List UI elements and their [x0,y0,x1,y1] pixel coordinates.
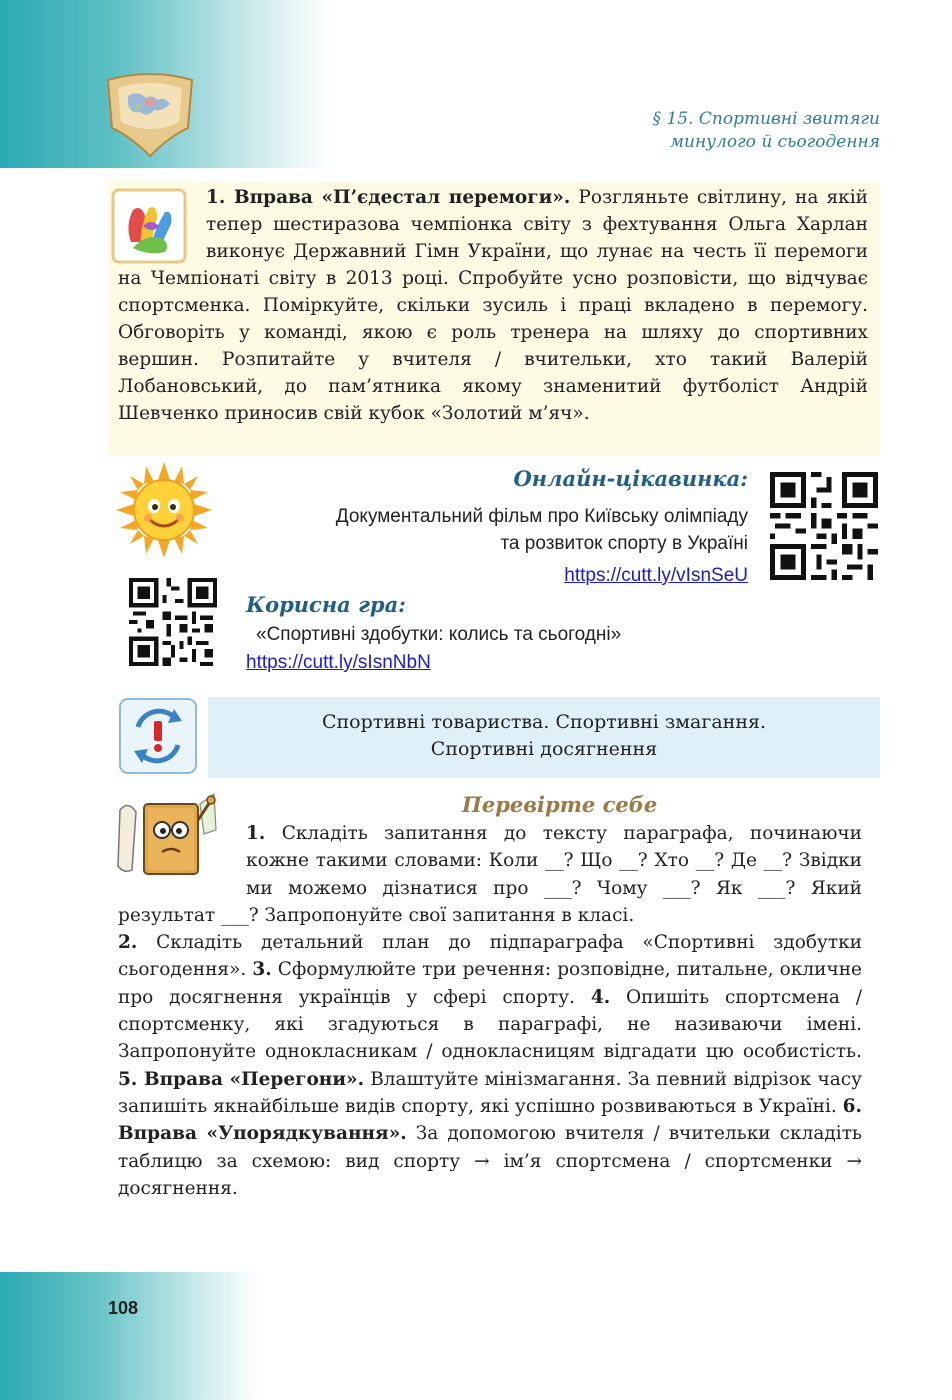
q5-text: Влаштуйте мінізмагання. За певний відрізок часу запишіть якнайбільше видів спорту, які успішно розвиваються в Україні. [118,1068,862,1117]
q2-number: 2. [118,932,138,954]
footer-band [0,1272,260,1400]
q6-text: За допомогою вчителя / вчительки складіть таблицю за схемою: вид спорту → ім’я спортсмена / спортсменки → досягнення. [118,1123,862,1199]
q4-number: 4. [590,986,611,1008]
exercise-title: 1. Вправа «П’єдестал перемоги». [206,187,571,208]
q4-text: Опишіть спортсмена / спортсменку, які згадуються в параграфі, не називаючи імені. Запропонуйте однокласникам / однокласницям відгадати цю особистість. [118,986,862,1063]
q1-text: Складіть запитання до тексту параграфа, починаючи кожне такими словами: Коли __? Що __? Хто __? Де __? Звідки ми можемо дізнатися про ___? Чому ___? Як ___? Який результат ___? Запропонуйте свої запитання в класі. [118,823,862,926]
section-title [653,108,880,154]
online-title: Онлайн-цікавинка: [513,466,748,491]
game-link[interactable]: https://cutt.ly/sIsnNbN [246,652,431,673]
page-number: 108 [108,1298,139,1318]
check-heading: Перевірте себе [462,792,658,817]
europe-map-emblem-icon [100,66,200,158]
q2-text: Складіть детальний план до підпараграфа «Спортивні здобутки сьогодення». [118,932,862,981]
cycle-alert-icon [118,697,198,775]
q3-number: 3. [252,959,272,981]
topics-line-2: Спортивні досягнення [430,738,658,760]
topics-line-1: Спортивні товариства. Спортивні змагання. [321,711,767,733]
game-title: Корисна гра: [246,592,406,617]
online-description-line-1: Документальний фільм про Київську олімпіаду [335,506,748,527]
online-description-line-2: та розвиток спорту в Україні [500,533,748,554]
check-questions [118,820,862,1202]
q5-title: 5. Вправа «Перегони». [118,1068,365,1090]
qr-code-online [770,472,878,580]
q1-number: 1. [246,823,266,844]
exercise-text [118,184,868,427]
online-description [228,503,748,557]
sun-mascot-icon [116,462,212,558]
q3-text: Сформулюйте три речення: розповідне, питальне, окличне про досягнення українців у сфері спорту. [118,959,862,1008]
topics-box [208,697,880,778]
section-title-line-1: § 15. Спортивні звитяги [652,109,880,129]
section-title-line-2: минулого й сьогодення [669,132,880,152]
exercise-body: Розгляньте світлину, на якій тепер шестиразова чемпіонка світу з фехтування Ольга Харлан виконує Державний Гімн України, що лунає на честь її перемоги на Чемпіонаті світу в 2013 році. Спробуйте усно розповісти, що відчуває спортсменка. Поміркуйте, скільки зусиль і праці вкладено в перемогу. Обговоріть у команді, якою є роль тренера на шляху до спортивних вершин. Розпитайте у вчителя / вчительки, хто такий Валерій Лобановський, до пам’ятника якому знаменитий футболіст Андрій Шевченко приносив свій кубок «Золотий м’яч». [118,187,868,424]
online-link[interactable]: https://cutt.ly/vIsnSeU [564,565,748,586]
game-description: «Спортивні здобутки: колись та сьогодні» [256,624,622,645]
qr-code-game [128,578,218,666]
q6-title: 6. Вправа «Упорядкування». [118,1095,862,1145]
